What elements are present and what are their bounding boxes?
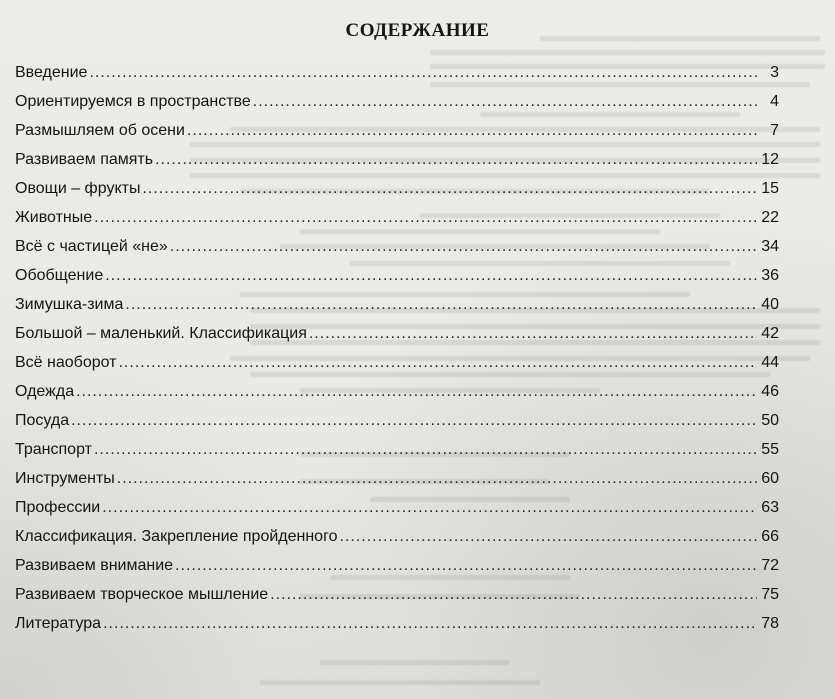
- toc-entry-page-number: 75: [761, 586, 779, 603]
- toc-entry: [15, 470, 779, 499]
- table-of-contents: [15, 64, 779, 644]
- toc-entry-label: Введение: [15, 64, 88, 81]
- toc-entry-label: Ориентируемся в пространстве: [15, 93, 251, 110]
- toc-entry-label: Профессии: [15, 499, 101, 516]
- toc-entry-page-number: 66: [761, 528, 779, 545]
- toc-leader-dots: [270, 586, 757, 604]
- toc-entry: [15, 383, 779, 412]
- toc-entry-page-number: 22: [761, 209, 779, 226]
- toc-entry: [15, 64, 779, 93]
- toc-entry: [15, 180, 779, 209]
- toc-entry: [15, 412, 779, 441]
- toc-leader-dots: [142, 180, 757, 198]
- toc-entry: [15, 93, 779, 122]
- toc-leader-dots: [155, 151, 757, 169]
- toc-entry: [15, 151, 779, 180]
- toc-entry-label: Обобщение: [15, 267, 104, 284]
- toc-entry-label: Всё с частицей «не»: [15, 238, 168, 255]
- toc-entry: [15, 499, 779, 528]
- toc-entry-page-number: 63: [761, 499, 779, 516]
- toc-entry-label: Развиваем творческое мышление: [15, 586, 269, 603]
- toc-leader-dots: [175, 557, 757, 575]
- toc-entry: [15, 325, 779, 354]
- page-title: СОДЕРЖАНИЕ: [345, 20, 490, 41]
- toc-entry-label: Литература: [15, 615, 102, 632]
- toc-entry-label: Классификация. Закрепление пройденного: [15, 528, 338, 545]
- toc-leader-dots: [102, 499, 757, 517]
- toc-leader-dots: [339, 528, 757, 546]
- toc-entry: [15, 557, 779, 586]
- toc-entry: [15, 238, 779, 267]
- toc-entry-label: Посуда: [15, 412, 70, 429]
- toc-leader-dots: [105, 267, 757, 285]
- toc-entry-label: Инструменты: [15, 470, 115, 487]
- toc-leader-dots: [117, 470, 757, 488]
- toc-entry: [15, 209, 779, 238]
- toc-entry: [15, 441, 779, 470]
- toc-entry: [15, 296, 779, 325]
- toc-leader-dots: [187, 122, 757, 140]
- toc-entry-page-number: 4: [770, 93, 779, 110]
- toc-entry-page-number: 15: [761, 180, 779, 197]
- toc-entry-label: Всё наоборот: [15, 354, 117, 371]
- toc-leader-dots: [103, 615, 757, 633]
- toc-entry-label: Одежда: [15, 383, 75, 400]
- toc-leader-dots: [118, 354, 757, 372]
- toc-leader-dots: [125, 296, 757, 314]
- toc-entry: [15, 354, 779, 383]
- toc-entry-page-number: 34: [761, 238, 779, 255]
- toc-entry-label: Зимушка-зима: [15, 296, 124, 313]
- toc-entry-label: Животные: [15, 209, 93, 226]
- toc-entry-page-number: 3: [770, 64, 779, 81]
- toc-leader-dots: [76, 383, 757, 401]
- toc-entry-page-number: 60: [761, 470, 779, 487]
- toc-entry-page-number: 12: [761, 151, 779, 168]
- toc-leader-dots: [94, 441, 757, 459]
- toc-entry-page-number: 36: [761, 267, 779, 284]
- toc-entry-page-number: 78: [761, 615, 779, 632]
- toc-entry-label: Развиваем внимание: [15, 557, 174, 574]
- toc-entry: [15, 528, 779, 557]
- toc-leader-dots: [309, 325, 757, 343]
- toc-entry-page-number: 44: [761, 354, 779, 371]
- toc-entry-label: Большой – маленький. Классификация: [15, 325, 307, 342]
- toc-leader-dots: [89, 64, 757, 82]
- toc-entry-page-number: 72: [761, 557, 779, 574]
- toc-entry: [15, 615, 779, 644]
- toc-entry-page-number: 7: [770, 122, 779, 139]
- toc-entry-page-number: 40: [761, 296, 779, 313]
- toc-entry-page-number: 55: [761, 441, 779, 458]
- toc-entry-page-number: 50: [761, 412, 779, 429]
- toc-entry-label: Овощи – фрукты: [15, 180, 141, 197]
- toc-leader-dots: [253, 93, 757, 111]
- toc-leader-dots: [71, 412, 757, 430]
- toc-entry-page-number: 46: [761, 383, 779, 400]
- toc-entry: [15, 122, 779, 151]
- toc-entry: [15, 267, 779, 296]
- toc-entry: [15, 586, 779, 615]
- toc-entry-page-number: 42: [761, 325, 779, 342]
- toc-entry-label: Размышляем об осени: [15, 122, 185, 139]
- toc-entry-label: Транспорт: [15, 441, 92, 458]
- toc-entry-label: Развиваем память: [15, 151, 154, 168]
- toc-leader-dots: [170, 238, 757, 256]
- toc-leader-dots: [94, 209, 757, 227]
